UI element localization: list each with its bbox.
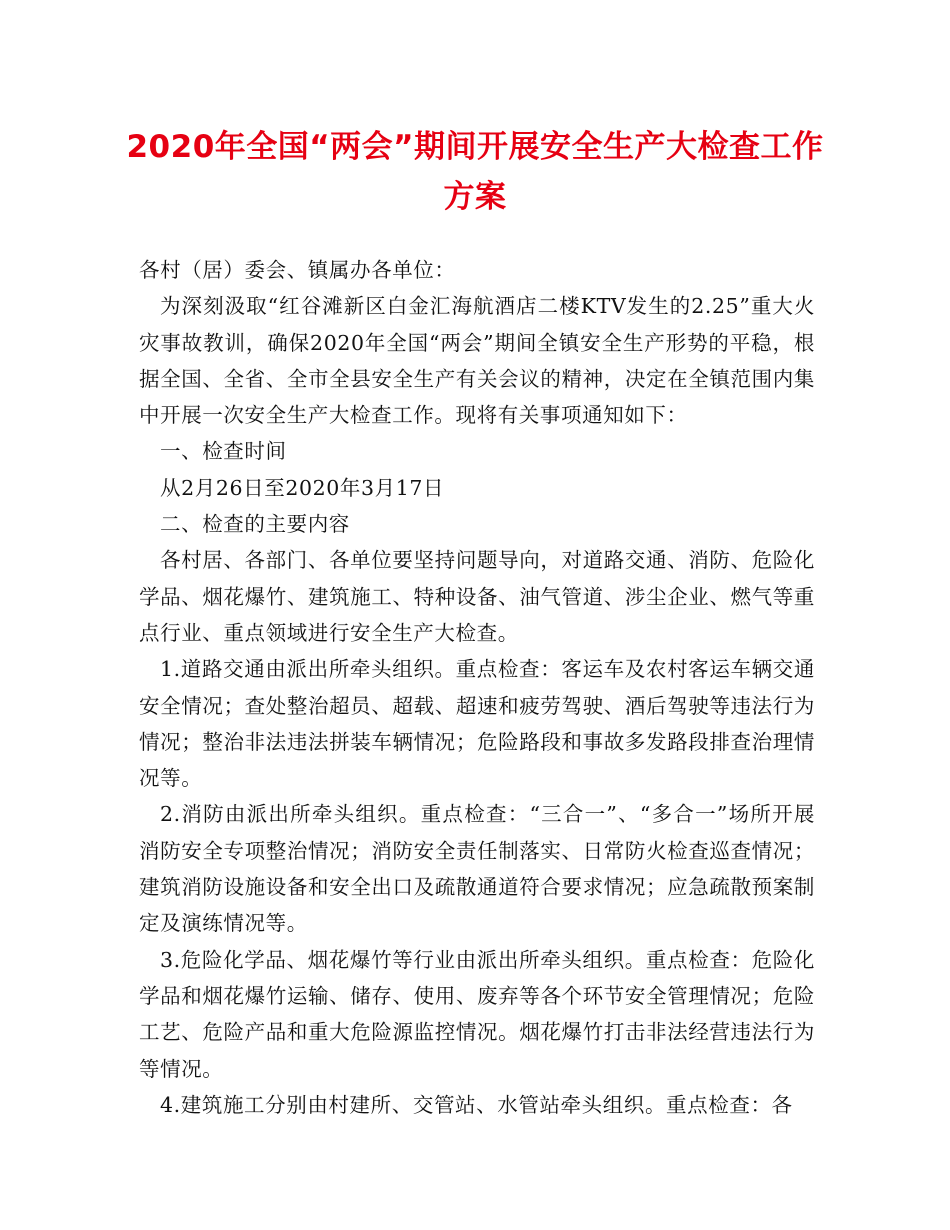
paragraph-scope: 各村居、各部门、各单位要坚持问题导向，对道路交通、消防、危险化学品、烟花爆竹、建筑施工、特种设备、油气管道、涉尘企业、燃气等重点行业、重点领域进行安全生产大检查。 bbox=[139, 548, 815, 645]
paragraph-time-range: 从2月26日至2020年3月17日 bbox=[160, 475, 445, 500]
document-title: 2020年全国“两会”期间开展安全生产大检查工作方案 bbox=[126, 129, 824, 215]
paragraph-intro: 为深刻汲取“红谷滩新区白金汇海航酒店二楼KTV发生的2.25”重大火灾事故教训，确保2020年全国“两会”期间全镇安全生产形势的平稳，根据全国、全省、全市全县安全生产有关会议的精神，决定在全镇范围内集中开展一次安全生产大检查工作。现将有关事项通知如下： bbox=[139, 294, 815, 428]
document-body bbox=[139, 252, 815, 1123]
salutation: 各村（居）委会、镇属办各单位： bbox=[139, 258, 456, 282]
paragraph-item-1-traffic: 1.道路交通由派出所牵头组织。重点检查：客运车及农村客运车辆交通安全情况；查处整治超员、超载、超速和疲劳驾驶、酒后驾驶等违法行为情况；整治非法违法拼装车辆情况；危险路段和事故多发路段排查治理情况等。 bbox=[139, 657, 815, 791]
heading-inspection-time: 一、检查时间 bbox=[160, 439, 287, 464]
paragraph-item-2-fire: 2.消防由派出所牵头组织。重点检查：“三合一”、“多合一”场所开展消防安全专项整治情况；消防安全责任制落实、日常防火检查巡查情况；建筑消防设施设备和安全出口及疏散通道符合要求情况；应急疏散预案制定及演练情况等。 bbox=[139, 802, 815, 936]
paragraph-item-3-chemicals: 3.危险化学品、烟花爆竹等行业由派出所牵头组织。重点检查：危险化学品和烟花爆竹运输、储存、使用、废弃等各个环节安全管理情况；危险工艺、危险产品和重大危险源监控情况。烟花爆竹打击非法经营违法行为等情况。 bbox=[139, 947, 815, 1081]
heading-main-content: 二、检查的主要内容 bbox=[160, 512, 350, 537]
paragraph-item-4-construction: 4.建筑施工分别由村建所、交管站、水管站牵头组织。重点检查：各 bbox=[160, 1092, 793, 1117]
